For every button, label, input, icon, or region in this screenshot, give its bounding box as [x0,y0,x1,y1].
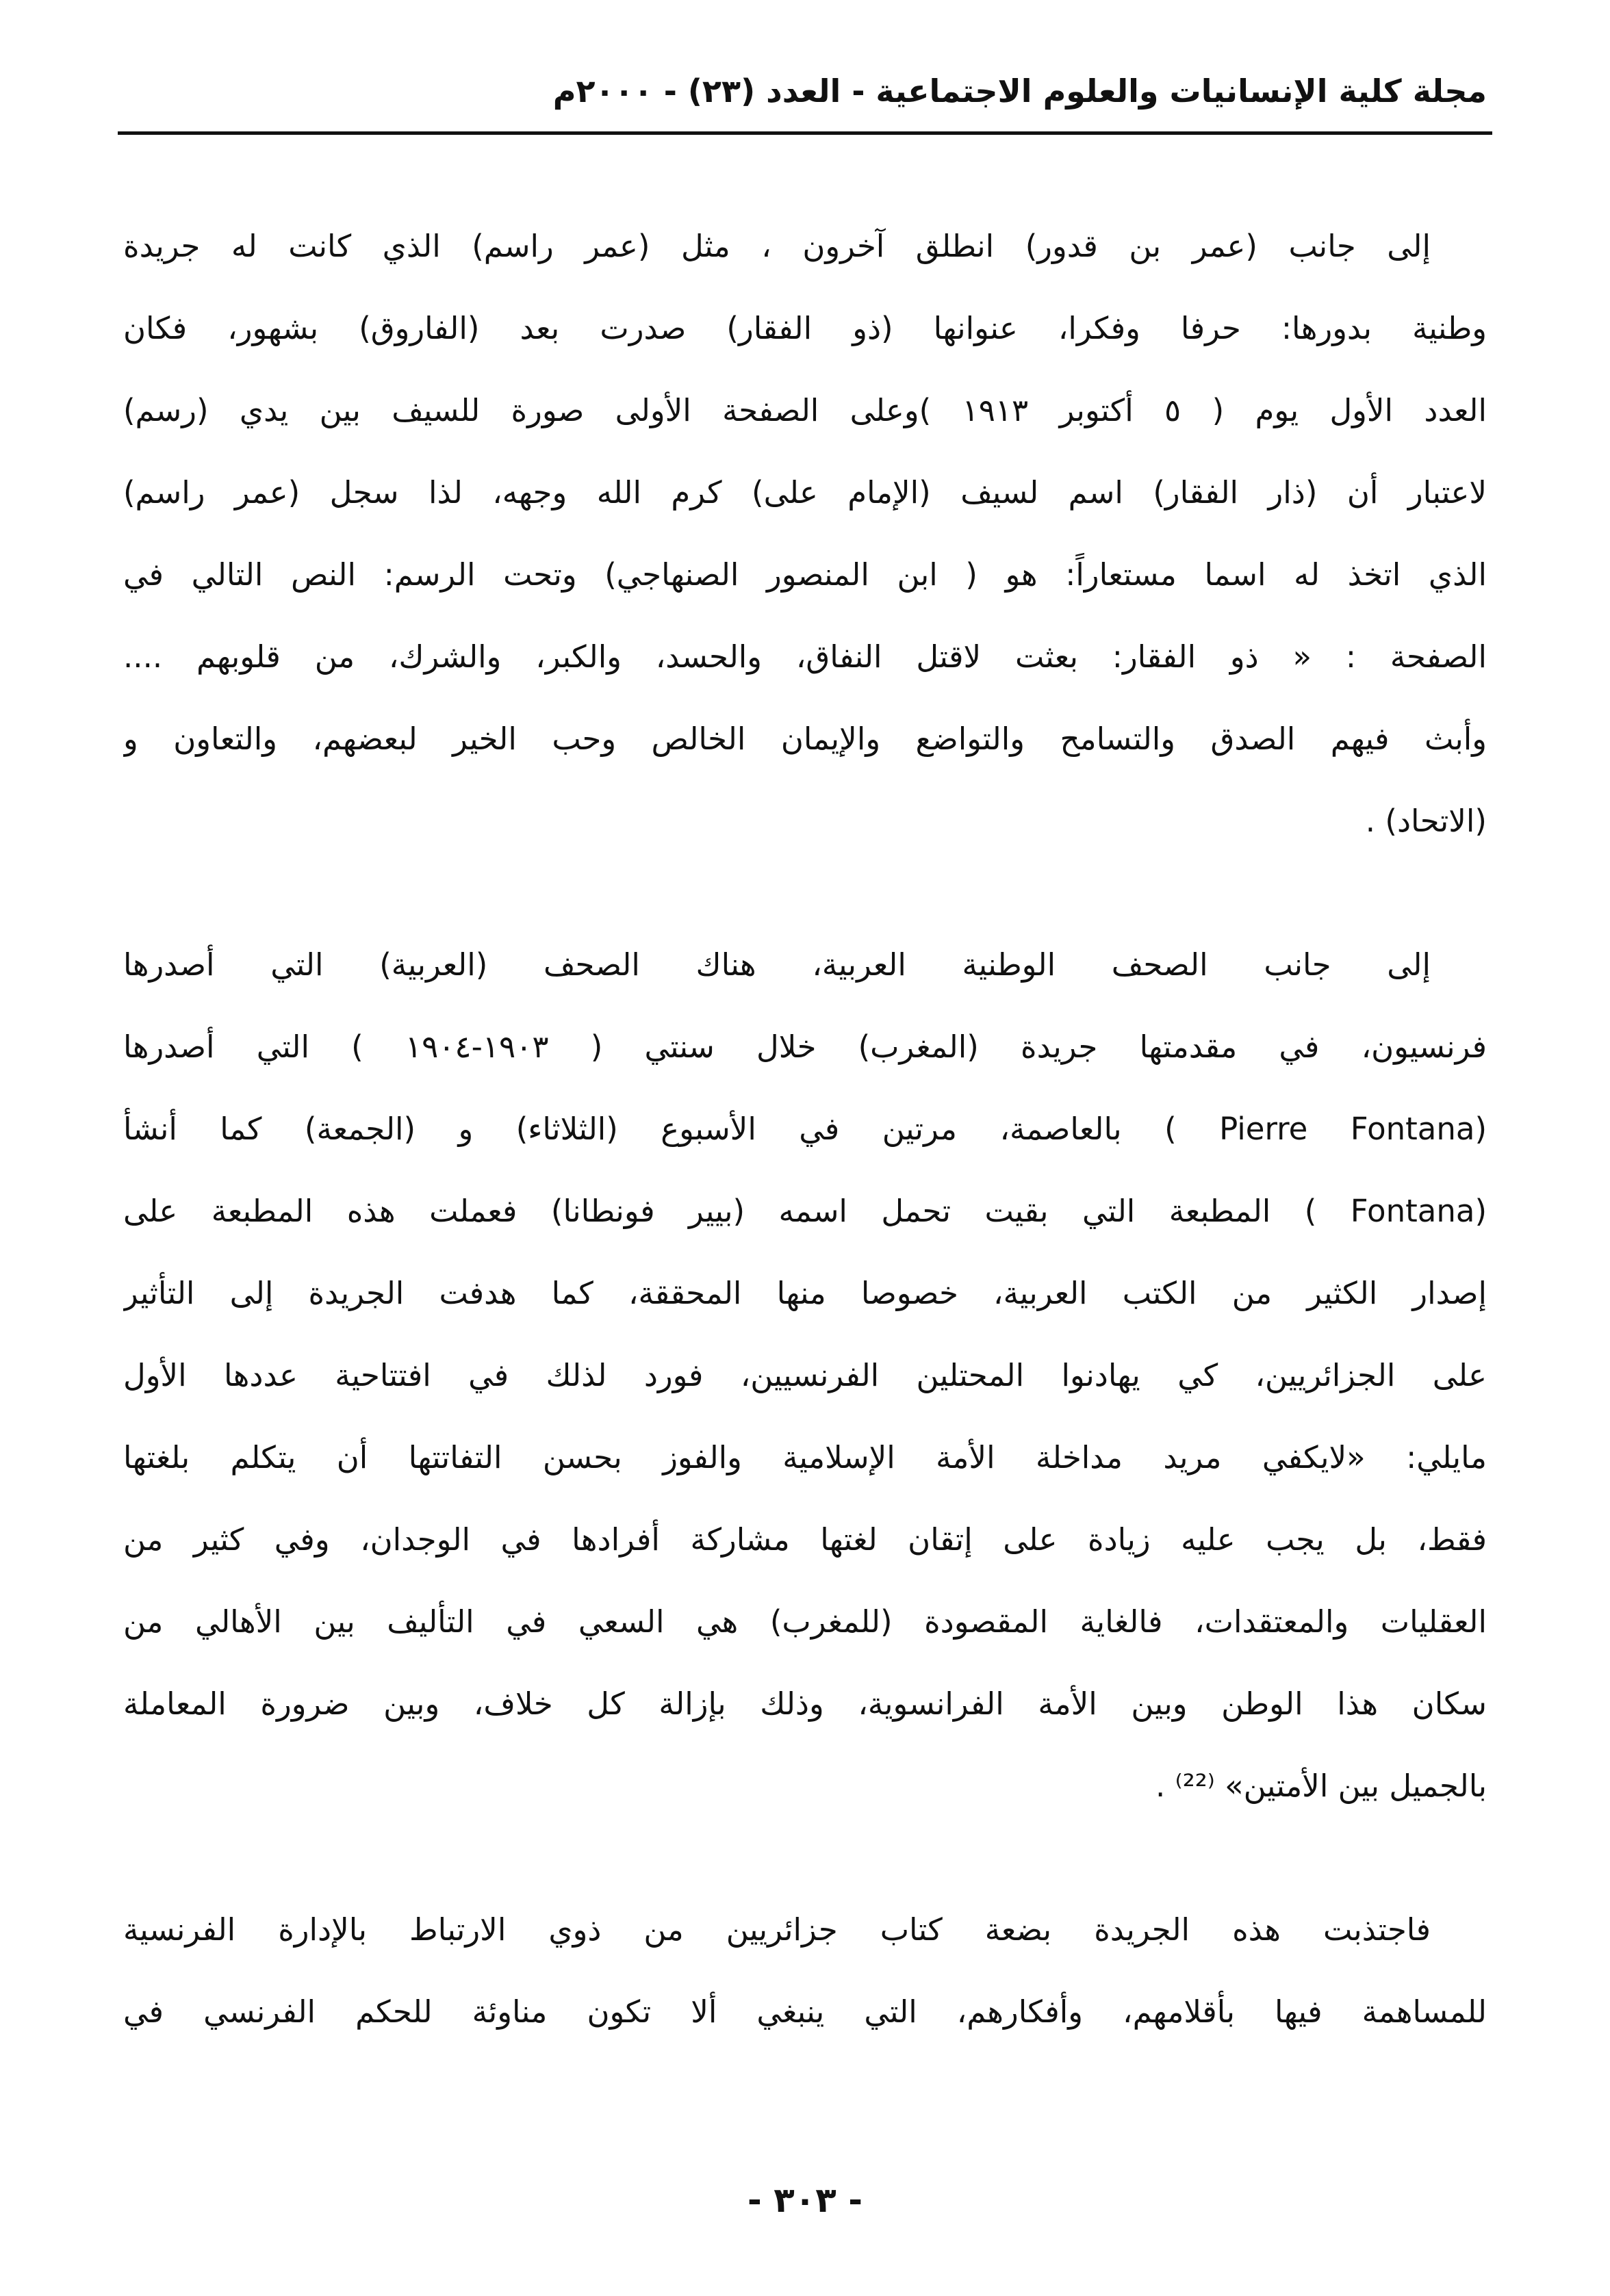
text-line: بالجميل بين الأمتين» ⁽²²⁾ . [1155,1768,1487,1804]
text-line: العدد الأول يوم ( ٥ أكتوبر ١٩١٣ )وعلى الصفحة الأولى صورة للسيف بين يدي (رسم) [123,392,1487,428]
paragraph [123,205,1487,862]
text-line: (Fontana ) المطبعة التي بقيت تحمل اسمه (بيير فونطانا) فعملت هذه المطبعة على [123,1193,1487,1229]
text-line: فقط، بل يجب عليه زيادة على إتقان لغتها مشاركة أفرادها في الوجدان، وفي كثير من [123,1521,1487,1558]
text-line: الصفحة : « ذو الفقار: بعثت لاقتل النفاق، والحسد، والكبر، والشرك، من قلوبهم .... [123,639,1487,675]
page-number: - ٣٠٣ - [748,2180,862,2220]
text-line: (Pierre Fontana ) بالعاصمة، مرتين في الأسبوع (الثلاثاء) و (الجمعة) كما أنشأ [123,1111,1487,1147]
text-line: (الاتحاد) . [1365,803,1487,839]
text-line: وطنية بدورها: حرفا وفكرا، عنوانها (ذو الفقار) صدرت بعد (الفاروق) بشهور، فكان [123,310,1487,346]
paragraph [123,924,1487,1827]
text-line: فاجتذبت هذه الجريدة بضعة كتاب جزائريين من ذوي الارتباط بالإدارة الفرنسية [123,1911,1431,1948]
header-rule [118,131,1492,135]
text-line: الذي اتخذ له اسما مستعاراً: هو ( ابن المنصور الصنهاجي) وتحت الرسم: النص التالي في [123,556,1487,593]
text-line: للمساهمة فيها بأقلامهم، وأفكارهم، التي ينبغي ألا تكون مناوئة للحكم الفرنسي في [123,1994,1487,2030]
text-line: إصدار الكثير من الكتب العربية، خصوصا منها المحققة، كما هدفت الجريدة إلى التأثير [123,1275,1487,1311]
text-line: إلى جانب (عمر بن قدور) انطلق آخرون ، مثل (عمر راسم) الذي كانت له جريدة [123,228,1431,264]
text-line: سكان هذا الوطن وبين الأمة الفرانسوية، وذلك بإزالة كل خلاف، وبين ضرورة المعاملة [123,1686,1487,1722]
paragraph [123,1889,1487,2053]
text-line: على الجزائريين، كي يهادنوا المحتلين الفرنسيين، فورد لذلك في افتتاحية عددها الأول [123,1357,1487,1393]
text-line: وأبث فيهم الصدق والتسامح والتواضع والإيمان الخالص وحب الخير لبعضهم، والتعاون و [123,721,1487,757]
journal-title: مجلة كلية الإنسانيات والعلوم الاجتماعية - العدد (٢٣) - ٢٠٠٠م [552,73,1487,109]
text-line: مايلي: «لايكفي مريد مداخلة الأمة الإسلامية والفوز بحسن التفاتتها أن يتكلم بلغتها [123,1439,1487,1475]
running-header [123,53,1487,129]
text-line: إلى جانب الصحف الوطنية العربية، هناك الصحف (العربية) التي أصدرها [123,946,1431,983]
body-text [123,205,1487,2053]
text-line: فرنسيون، في مقدمتها جريدة (المغرب) خلال سنتي ( ١٩٠٣-١٩٠٤ ) التي أصدرها [123,1029,1487,1065]
text-line: العقليات والمعتقدات، فالغاية المقصودة (للمغرب) هي السعي في التأليف بين الأهالي من [123,1603,1487,1640]
text-line: لاعتبار أن (ذار الفقار) اسم لسيف (الإمام على) كرم الله وجهه، لذا سجل (عمر راسم) [123,474,1487,511]
